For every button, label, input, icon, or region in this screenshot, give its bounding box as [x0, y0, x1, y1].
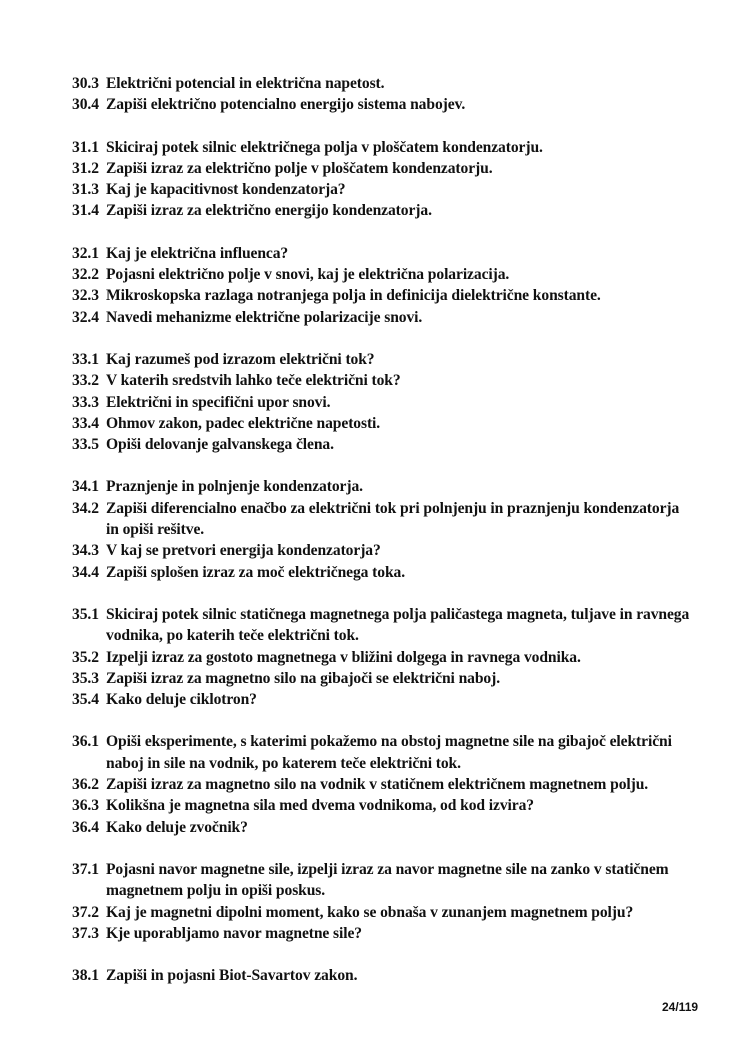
- question-number: 32.4: [72, 308, 99, 326]
- question-item: [72, 307, 692, 328]
- question-item: [72, 965, 692, 986]
- question-number: 34.4: [72, 563, 99, 581]
- question-item: [72, 243, 692, 264]
- question-item: [72, 668, 692, 689]
- question-text: Izpelji izraz za gostoto magnetnega v bližini dolgega in ravnega vodnika.: [106, 648, 581, 666]
- question-number: 30.4: [72, 96, 99, 114]
- question-number: 32.3: [72, 287, 99, 305]
- question-item: [72, 94, 692, 115]
- question-item: [72, 923, 692, 944]
- question-number: 36.2: [72, 776, 99, 794]
- question-section: [72, 859, 692, 944]
- question-number: 36.1: [72, 733, 99, 751]
- question-item: [72, 434, 692, 455]
- question-item: [72, 689, 692, 710]
- question-number: 35.3: [72, 669, 99, 687]
- question-item: [72, 137, 692, 158]
- question-item: [72, 179, 692, 200]
- question-text: Kolikšna je magnetna sila med dvema vodnikoma, od kod izvira?: [106, 797, 534, 815]
- question-text: V katerih sredstvih lahko teče električni tok?: [106, 372, 401, 390]
- question-list: [72, 73, 692, 1007]
- question-item: [72, 158, 692, 179]
- question-item: [72, 200, 692, 221]
- question-text: Zapiši in pojasni Biot-Savartov zakon.: [106, 967, 358, 985]
- question-text: Kaj je električna influenca?: [106, 244, 289, 262]
- question-item: [72, 647, 692, 668]
- question-text: V kaj se pretvori energija kondenzatorja?: [106, 542, 381, 560]
- question-item: [72, 285, 692, 306]
- question-number: 31.4: [72, 202, 99, 220]
- question-section: [72, 604, 692, 710]
- question-item: [72, 73, 692, 94]
- question-item: [72, 476, 692, 497]
- question-number: 34.3: [72, 542, 99, 560]
- question-text: Skiciraj potek silnic statičnega magnetnega polja paličastega magneta, tuljave in ravnega vodnika, po katerih teče električni tok.: [106, 605, 690, 645]
- question-number: 38.1: [72, 967, 99, 985]
- question-number: 33.5: [72, 436, 99, 454]
- question-number: 34.2: [72, 499, 99, 517]
- question-text: Zapiši izraz za magnetno silo na gibajoči se električni naboj.: [106, 669, 501, 687]
- question-item: [72, 795, 692, 816]
- question-number: 33.1: [72, 350, 99, 368]
- question-text: Mikroskopska razlaga notranjega polja in definicija dielektrične konstante.: [106, 287, 601, 305]
- question-text: Kaj je magnetni dipolni moment, kako se obnaša v zunanjem magnetnem polju?: [106, 903, 634, 921]
- question-item: [72, 370, 692, 391]
- question-number: 33.3: [72, 393, 99, 411]
- question-text: Zapiši izraz za električno polje v ploščatem kondenzatorju.: [106, 159, 493, 177]
- question-number: 31.1: [72, 138, 99, 156]
- question-text: Navedi mehanizme električne polarizacije snovi.: [106, 308, 423, 326]
- question-item: [72, 349, 692, 370]
- question-text: Zapiši električno potencialno energijo sistema nabojev.: [106, 96, 466, 114]
- question-item: [72, 264, 692, 285]
- question-text: Zapiši diferencialno enačbo za električni tok pri polnjenju in praznjenju kondenzatorja in opiši rešitve.: [106, 499, 680, 539]
- question-text: Zapiši izraz za magnetno silo na vodnik v statičnem električnem magnetnem polju.: [106, 776, 649, 794]
- question-number: 30.3: [72, 75, 99, 92]
- question-text: Opiši eksperimente, s katerimi pokažemo na obstoj magnetne sile na gibajoč električni naboj in sile na vodnik, po katerem teče električni tok.: [106, 733, 672, 772]
- question-text: Električni in specifični upor snovi.: [106, 393, 331, 411]
- question-section: [72, 349, 692, 455]
- page-number: 24/119: [662, 1000, 699, 1014]
- question-text: Pojasni navor magnetne sile, izpelji izraz za navor magnetne sile na zanko v statičnem magnetnem polju in opiši poskus.: [106, 860, 669, 900]
- question-text: Opiši delovanje galvanskega člena.: [106, 436, 334, 454]
- question-item: [72, 859, 692, 902]
- question-text: Ohmov zakon, padec električne napetosti.: [106, 414, 381, 432]
- question-text: Praznjenje in polnjenje kondenzatorja.: [106, 478, 363, 496]
- question-item: [72, 604, 692, 647]
- question-number: 35.4: [72, 691, 99, 709]
- question-text: Skiciraj potek silnic električnega polja v ploščatem kondenzatorju.: [106, 138, 543, 156]
- question-number: 34.1: [72, 478, 99, 496]
- question-item: [72, 498, 692, 541]
- question-number: 37.3: [72, 924, 99, 942]
- question-section: [72, 243, 692, 328]
- question-number: 37.2: [72, 903, 99, 921]
- question-section: [72, 73, 692, 116]
- question-item: [72, 902, 692, 923]
- question-item: [72, 540, 692, 561]
- question-number: 37.1: [72, 860, 99, 878]
- question-item: [72, 817, 692, 838]
- question-number: 36.4: [72, 818, 99, 836]
- question-item: [72, 413, 692, 434]
- question-text: Zapiši splošen izraz za moč električnega toka.: [106, 563, 406, 581]
- question-text: Električni potencial in električna napetost.: [106, 75, 385, 92]
- question-item: [72, 774, 692, 795]
- question-number: 32.1: [72, 244, 99, 262]
- question-text: Zapiši izraz za električno energijo kondenzatorja.: [106, 202, 432, 220]
- question-number: 32.2: [72, 266, 99, 284]
- question-number: 36.3: [72, 797, 99, 815]
- question-item: [72, 562, 692, 583]
- question-number: 33.2: [72, 372, 99, 390]
- question-text: Kaj je kapacitivnost kondenzatorja?: [106, 181, 346, 199]
- question-text: Kako deluje zvočnik?: [106, 818, 248, 836]
- question-number: 35.1: [72, 605, 99, 623]
- question-number: 35.2: [72, 648, 99, 666]
- question-text: Kaj razumeš pod izrazom električni tok?: [106, 350, 375, 368]
- question-number: 33.4: [72, 414, 99, 432]
- question-text: Pojasni električno polje v snovi, kaj je električna polarizacija.: [106, 266, 510, 284]
- question-item: [72, 392, 692, 413]
- question-section: [72, 965, 692, 986]
- question-section: [72, 476, 692, 582]
- question-section: [72, 137, 692, 222]
- question-number: 31.3: [72, 181, 99, 199]
- question-section: [72, 731, 692, 837]
- question-item: [72, 731, 692, 774]
- question-text: Kako deluje ciklotron?: [106, 691, 257, 709]
- question-number: 31.2: [72, 159, 99, 177]
- question-text: Kje uporabljamo navor magnetne sile?: [106, 924, 362, 942]
